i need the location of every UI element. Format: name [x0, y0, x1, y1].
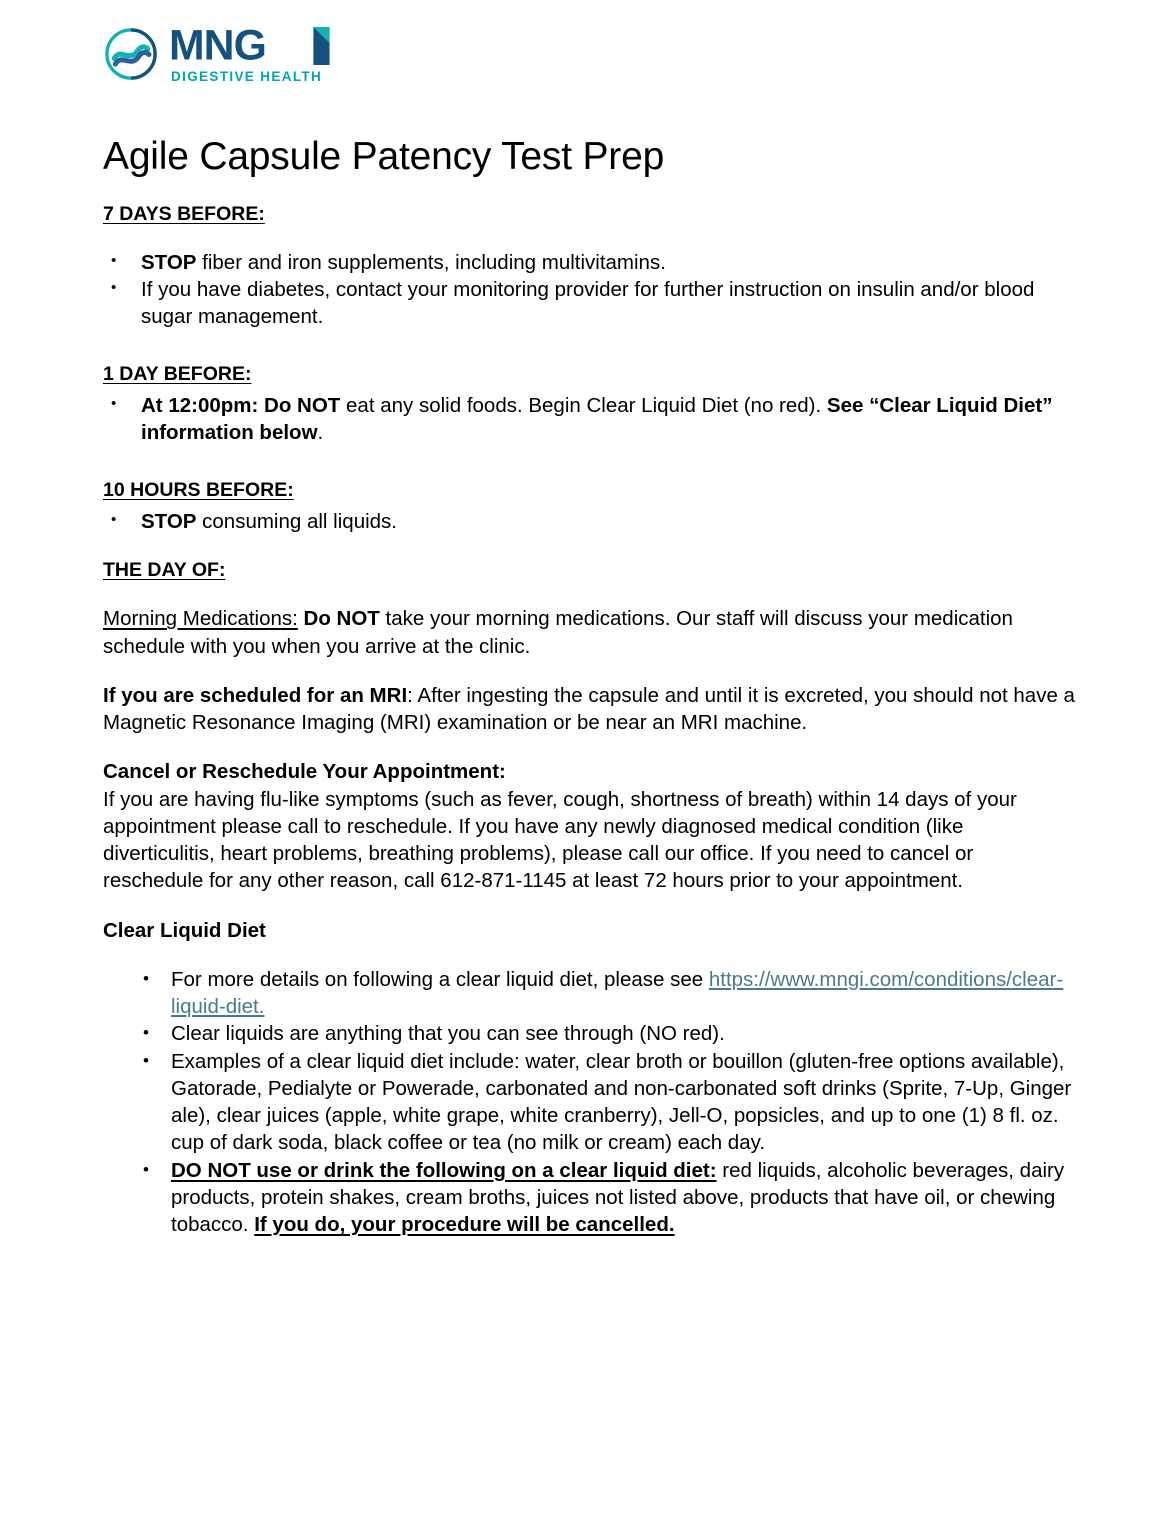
morning-medications-label: Morning Medications: — [103, 607, 298, 631]
list-item — [103, 1020, 1078, 1047]
list-item — [103, 1048, 1078, 1157]
bullet-bold-lead: At 12:00pm: Do NOT — [141, 394, 341, 418]
mngi-wordmark-icon — [169, 24, 359, 68]
mri-bold-lead: If you are scheduled for an MRI — [103, 683, 408, 707]
list-item — [103, 966, 1078, 1021]
bullet-text: fiber and iron supplements, including multivitamins. — [196, 250, 666, 274]
section-heading-1-day: 1 DAY BEFORE: — [103, 362, 252, 385]
mngi-circular-wave-logo-icon — [103, 26, 159, 82]
bullet-text: eat any solid foods. Begin Clear Liquid Diet (no red). — [340, 394, 827, 418]
bullet-text: If you have diabetes, contact your monitoring provider for further instruction on insulin and/or blood sugar management. — [141, 278, 1035, 329]
bullet-text: Clear liquids are anything that you can see through (NO red). — [171, 1022, 725, 1046]
page-title: Agile Capsule Patency Test Prep — [103, 135, 665, 178]
section-heading-cancel-reschedule: Cancel or Reschedule Your Appointment: — [103, 760, 506, 784]
list-10-hours — [103, 508, 1078, 535]
morning-medications-paragraph — [103, 605, 1078, 660]
bullet-bold-lead: STOP — [141, 250, 197, 274]
list-item — [103, 249, 1078, 276]
bullet-text: For more details on following a clear liquid diet, please see — [171, 967, 709, 991]
svg-text:MNG: MNG — [169, 24, 266, 68]
mri-text: : After ingesting the capsule and until it is excreted, you should not have a Magnetic Resonance Imaging (MRI) examination or be near an MRI machine. — [103, 683, 1075, 735]
document-body — [103, 135, 1078, 1238]
morning-medications-bold: Do NOT — [297, 607, 380, 631]
list-item — [103, 1157, 1078, 1239]
mri-paragraph — [103, 682, 1078, 737]
procedure-cancelled-warning: If you do, your procedure will be cancelled. — [254, 1213, 675, 1237]
list-7-days — [103, 249, 1078, 331]
bullet-text: consuming all liquids. — [196, 509, 397, 533]
list-1-day — [103, 392, 1078, 447]
logo-tagline: DIGESTIVE HEALTH — [171, 69, 323, 84]
cancel-reschedule-paragraph: If you are having flu-like symptoms (such as fever, cough, shortness of breath) within 14 days of your appointment please call to reschedule. If you have any newly diagnosed medical condition (like diverticulitis, heart problems, breathing problems), please call our office. If you need to cancel or reschedule for any other reason, call 612-871-1145 at least 72 hours prior to your appointment. — [103, 787, 1017, 893]
bullet-text: Examples of a clear liquid diet include: water, clear broth or bouillon (gluten-free options available), Gatorade, Pedialyte or Powerade, carbonated and non-carbonated soft drinks (Sprite, 7-Up, Ginger ale), clear juices (apple, white grape, white cranberry), Jell-O, popsicles, and up to one (1) 8 fl. oz. cup of dark soda, black coffee or tea (no milk or cream) each day. — [171, 1049, 1072, 1155]
mngi-logo — [103, 24, 359, 84]
list-item — [103, 392, 1078, 447]
bullet-text-tail: . — [317, 421, 324, 445]
list-item — [103, 276, 1078, 331]
section-heading-7-days: 7 DAYS BEFORE: — [103, 202, 265, 225]
section-heading-10-hours: 10 HOURS BEFORE: — [103, 478, 294, 501]
bullet-bold-lead: STOP — [141, 509, 197, 533]
section-heading-clear-liquid-diet: Clear Liquid Diet — [103, 918, 266, 942]
list-item — [103, 508, 1078, 535]
morning-medications-text: take your morning medications. Our staff will discuss your medication schedule with you when you arrive at the clinic. — [103, 607, 1013, 658]
mngi-wordmark-group — [169, 24, 359, 84]
bullet-text: red liquids, alcoholic beverages, dairy products, protein shakes, cream broths, juices not listed above, products that have oil, or chewing tobacco. — [171, 1158, 1065, 1237]
bullet-bold-emphasis: See “Clear Liquid Diet” information below — [141, 394, 1053, 445]
section-heading-day-of: THE DAY OF: — [103, 559, 226, 582]
list-clear-liquid-diet — [103, 966, 1078, 1239]
clear-liquid-diet-link[interactable]: https://www.mngi.com/conditions/clear-liquid-diet. — [171, 967, 1064, 1019]
do-not-bold-underline-lead: DO NOT use or drink the following on a clear liquid diet: — [171, 1158, 717, 1182]
